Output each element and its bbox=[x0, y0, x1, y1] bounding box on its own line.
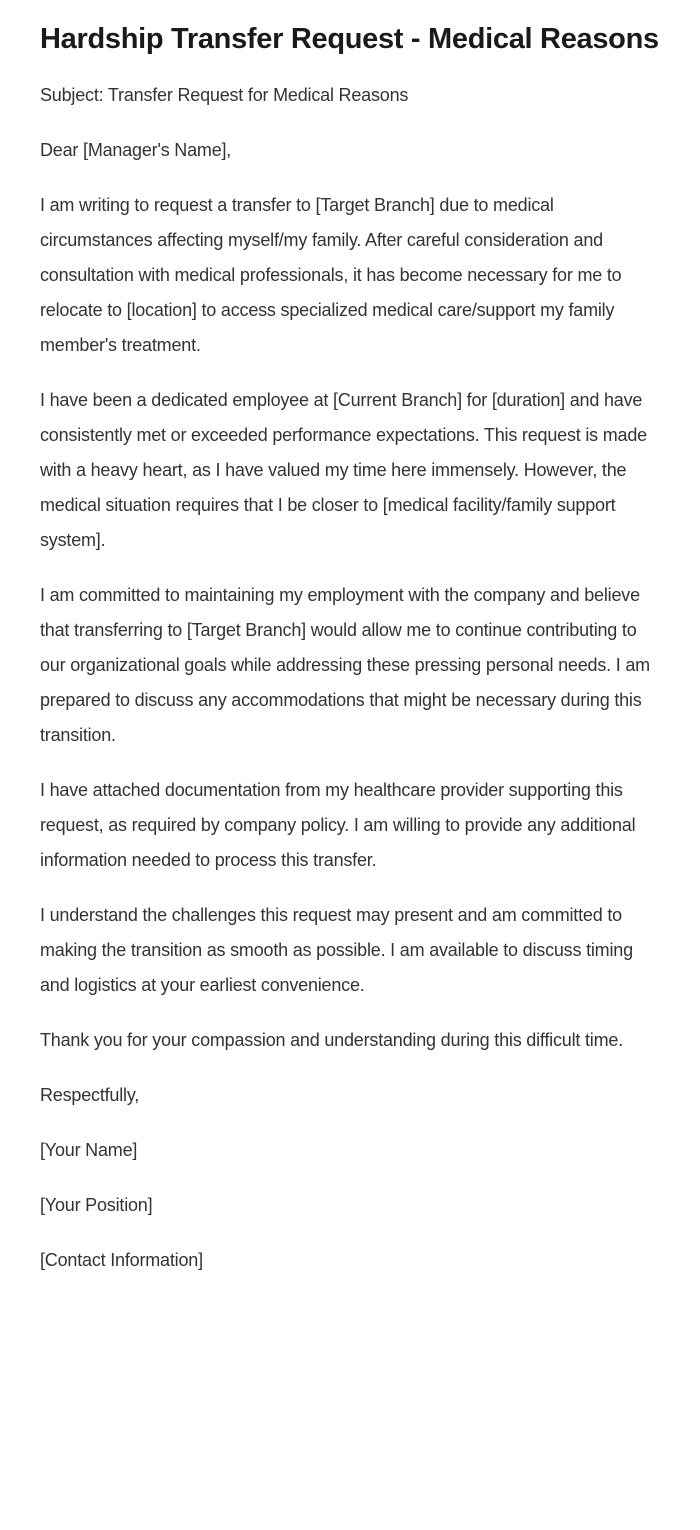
salutation: Dear [Manager's Name], bbox=[40, 139, 232, 160]
signature-contact: [Contact Information] bbox=[40, 1249, 203, 1270]
body-paragraph: I am committed to maintaining my employment with the company and believe that transferring to [Target Branch] would allow me to continue contributing to our organizational goals while addressing these pressing personal needs. I am prepared to discuss any accommodations that might be necessary during this transition. bbox=[40, 584, 650, 745]
signature-position: [Your Position] bbox=[40, 1194, 153, 1215]
body-paragraph: I have been a dedicated employee at [Current Branch] for [duration] and have consistently met or exceeded performance expectations. This request is made with a heavy heart, as I have valued my time here immensely. However, the medical situation requires that I be closer to [medical facility/family support system]. bbox=[40, 389, 647, 550]
document-title: Hardship Transfer Request - Medical Reasons bbox=[40, 23, 659, 55]
subject-line: Subject: Transfer Request for Medical Reasons bbox=[40, 84, 409, 105]
body-paragraph: I have attached documentation from my healthcare provider supporting this request, as required by company policy. I am willing to provide any additional information needed to process this transfer. bbox=[40, 779, 636, 870]
body-paragraph: I am writing to request a transfer to [Target Branch] due to medical circumstances affecting myself/my family. After careful consideration and consultation with medical professionals, it has become necessary for me to relocate to [location] to access specialized medical care/support my family member's treatment. bbox=[40, 194, 622, 355]
signature-name: [Your Name] bbox=[40, 1139, 138, 1160]
signoff: Respectfully, bbox=[40, 1084, 140, 1105]
body-paragraph: I understand the challenges this request may present and am committed to making the transition as smooth as possible. I am available to discuss timing and logistics at your earliest convenience. bbox=[40, 904, 633, 995]
body-paragraph: Thank you for your compassion and understanding during this difficult time. bbox=[40, 1029, 623, 1050]
